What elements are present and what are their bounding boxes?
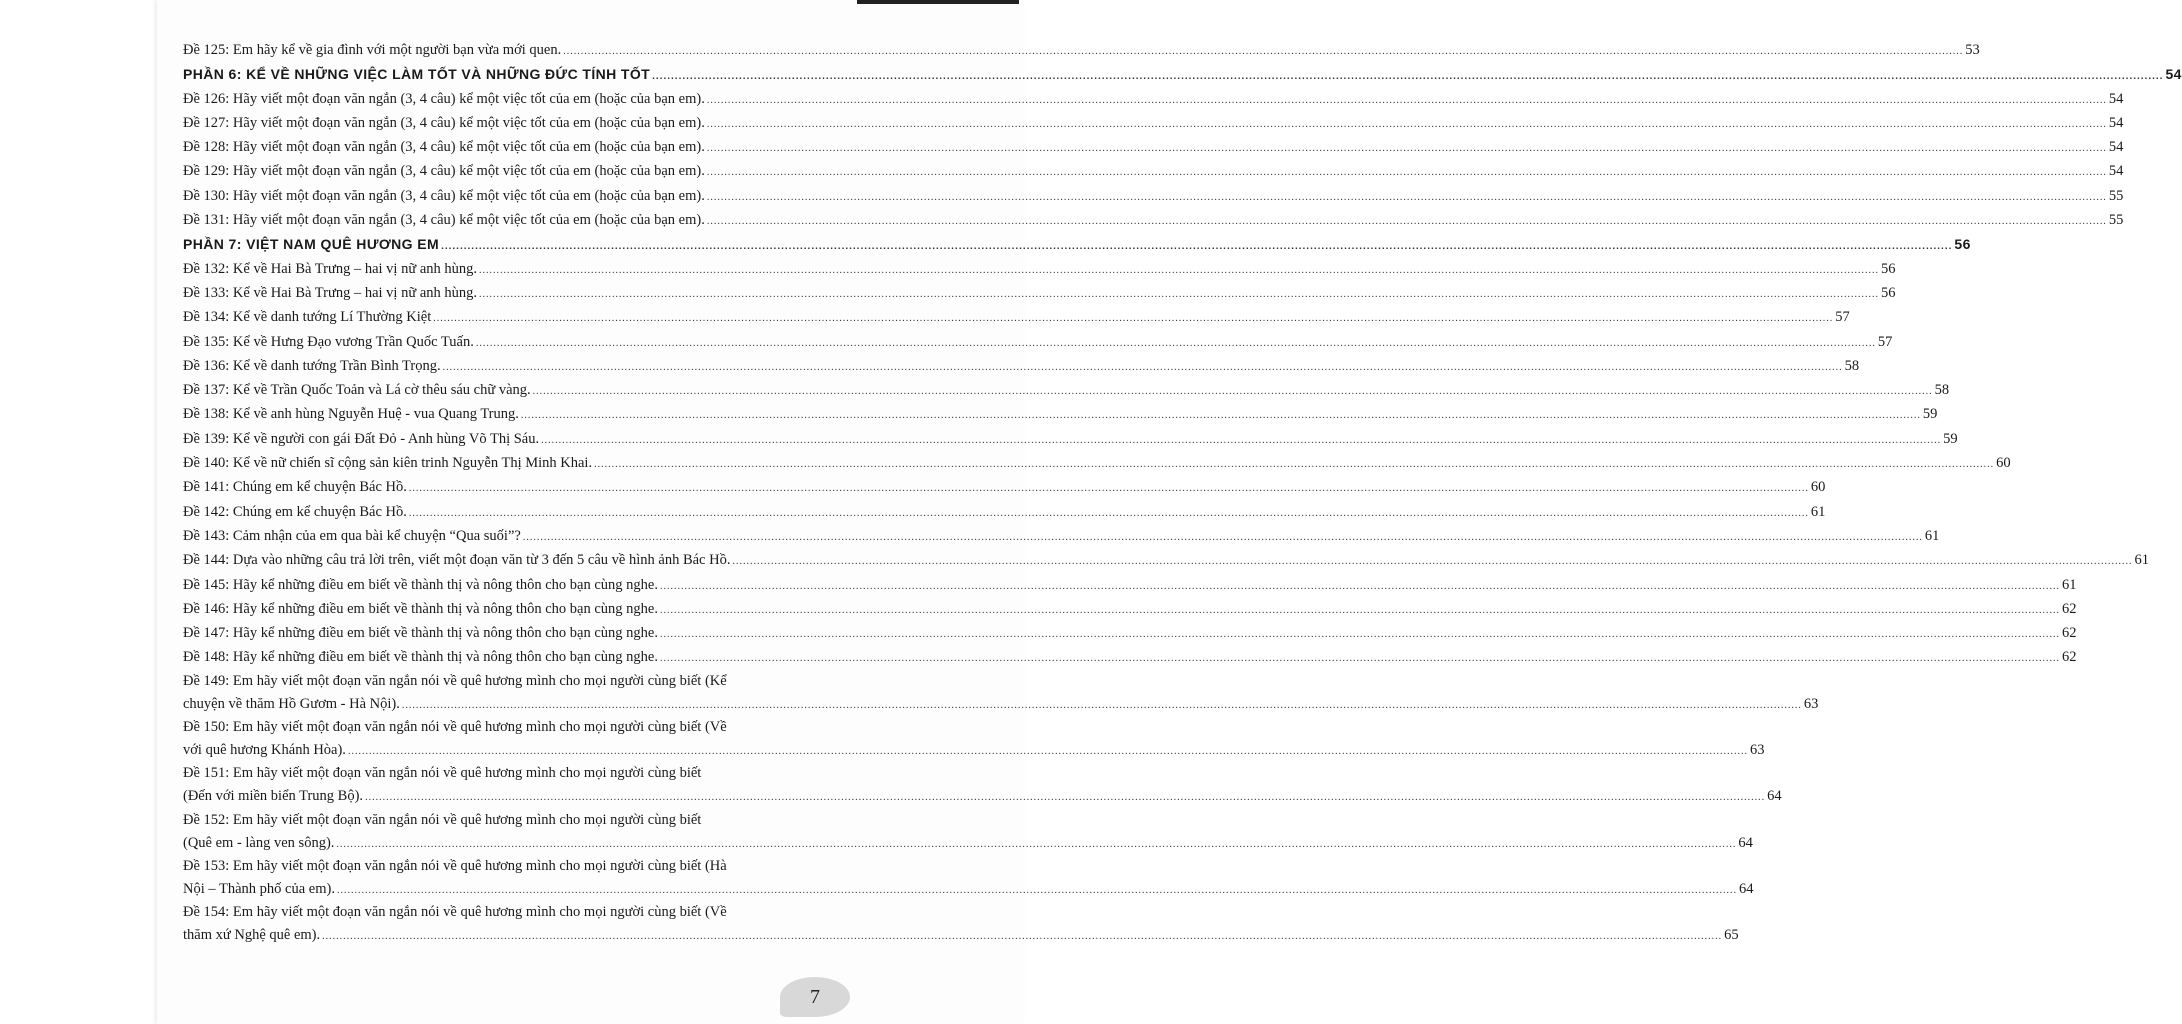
toc-entry-last-line: [183, 738, 1765, 762]
toc-entry-text-line1: Đề 154: Em hãy viết một đoạn văn ngắn nói về quê hương mình cho mọi người cùng biết (Về: [183, 904, 727, 921]
toc-entry-text: thăm xứ Nghệ quê em).: [183, 927, 321, 944]
dot-leader: ................................................................................................................................................................................................................................................................................................................................................................................................................: [532, 386, 1933, 398]
dot-leader: ................................................................................................................................................................................................................................................................................................................................................................................................................: [706, 191, 2107, 203]
toc-entry-text: Đề 146: Hãy kể những điều em biết về thành thị và nông thôn cho bạn cùng nghe.: [183, 600, 658, 617]
dot-leader: ................................................................................................................................................................................................................................................................................................................................................................................................................: [408, 483, 1809, 495]
toc-page-number: 54: [2108, 90, 2124, 107]
toc-entry: [183, 135, 2124, 159]
dot-leader: ................................................................................................................................................................................................................................................................................................................................................................................................................: [594, 459, 1995, 471]
toc-entry-text: Đề 147: Hãy kể những điều em biết về thành thị và nông thôn cho bạn cùng nghe.: [183, 625, 658, 642]
dot-leader: ................................................................................................................................................................................................................................................................................................................................................................................................................: [479, 264, 1880, 276]
toc-page-number: 60: [1996, 455, 2011, 472]
toc-entry: [183, 762, 1782, 808]
toc-page-number: 54: [2108, 139, 2124, 156]
dot-leader: ................................................................................................................................................................................................................................................................................................................................................................................................................: [563, 46, 1964, 57]
toc-entry: [183, 809, 1753, 855]
toc-entry-text-line1: Đề 150: Em hãy viết một đoạn văn ngắn nói về quê hương mình cho mọi người cùng biết (Về: [183, 719, 727, 736]
dot-leader: ................................................................................................................................................................................................................................................................................................................................................................................................................: [706, 167, 2107, 179]
toc-entry: [183, 111, 2124, 135]
toc-page-number: 61: [2134, 552, 2149, 569]
dot-leader: ................................................................................................................................................................................................................................................................................................................................................................................................................: [659, 580, 2060, 592]
toc-entry-text: Đề 136: Kể về danh tướng Trần Bình Trọng.: [183, 357, 441, 374]
toc-entry-last-line: [183, 877, 1754, 901]
toc-page-number: 61: [2061, 576, 2077, 593]
toc-entry: [183, 670, 1819, 716]
toc-entry: [183, 716, 1765, 762]
dot-leader: ................................................................................................................................................................................................................................................................................................................................................................................................................: [336, 838, 1737, 850]
dot-leader: ................................................................................................................................................................................................................................................................................................................................................................................................................: [706, 143, 2107, 155]
toc-page-number: 64: [1767, 788, 1782, 805]
table-of-contents: [183, 38, 2182, 948]
dot-leader: ................................................................................................................................................................................................................................................................................................................................................................................................................: [336, 884, 1737, 896]
toc-entry-text: chuyện về thăm Hồ Gươm - Hà Nội).: [183, 695, 400, 712]
toc-entry-text: Đề 138: Kể về anh hùng Nguyễn Huệ - vua Quang Trung.: [183, 406, 519, 423]
toc-entry: [183, 281, 1896, 305]
toc-page-number: 54: [2108, 114, 2124, 131]
dot-leader: ................................................................................................................................................................................................................................................................................................................................................................................................................: [322, 931, 1723, 943]
toc-entry: [183, 500, 1826, 524]
toc-entry: [183, 208, 2124, 232]
dot-leader: ................................................................................................................................................................................................................................................................................................................................................................................................................: [706, 216, 2107, 228]
toc-page-number: 61: [1810, 503, 1826, 520]
toc-entry-text: Đề 135: Kể về Hưng Đạo vương Trần Quốc Tuấn.: [183, 333, 474, 350]
dot-leader: ................................................................................................................................................................................................................................................................................................................................................................................................................: [541, 434, 1942, 446]
toc-entry: [183, 855, 1754, 901]
toc-page-number: 57: [1835, 309, 1850, 326]
page-number: 7: [810, 985, 820, 1008]
dot-leader: ................................................................................................................................................................................................................................................................................................................................................................................................................: [408, 507, 1809, 519]
toc-entry-text: Đề 137: Kể về Trần Quốc Toản và Lá cờ thêu sáu chữ vàng.: [183, 382, 531, 399]
toc-entry-text: Đề 145: Hãy kể những điều em biết về thành thị và nông thôn cho bạn cùng nghe.: [183, 576, 658, 593]
toc-entry-text: với quê hương Khánh Hòa).: [183, 742, 346, 759]
toc-entry: [183, 901, 1739, 947]
toc-entry: [183, 402, 1938, 426]
toc-entry-last-line: [183, 784, 1782, 808]
toc-page-number: 61: [1924, 527, 1940, 544]
toc-entry-text: Đề 132: Kể về Hai Bà Trưng – hai vị nữ anh hùng.: [183, 260, 478, 277]
toc-page-number: 59: [1943, 430, 1958, 447]
toc-page-number: 57: [1877, 333, 1893, 350]
toc-page-number: 54: [2165, 66, 2182, 83]
toc-entry: [183, 184, 2124, 208]
toc-page-number: 63: [1749, 742, 1765, 759]
toc-page-number: 60: [1810, 479, 1826, 496]
toc-section-heading: [183, 232, 1971, 256]
toc-entry-text: PHẦN 7: VIỆT NAM QUÊ HƯƠNG EM: [183, 236, 440, 253]
toc-page-number: 56: [1881, 284, 1896, 301]
toc-entry: [183, 354, 1860, 378]
dot-leader: ................................................................................................................................................................................................................................................................................................................................................................................................................: [732, 556, 2133, 568]
toc-page-number: 63: [1803, 695, 1819, 712]
toc-entry: [183, 573, 2077, 597]
top-edge-bar: [857, 0, 1019, 4]
dot-leader: ................................................................................................................................................................................................................................................................................................................................................................................................................: [475, 337, 1876, 349]
page-number-badge: [780, 977, 850, 1017]
toc-entry-text-line1: Đề 151: Em hãy viết một đoạn văn ngắn nói về quê hương mình cho mọi người cùng biết: [183, 765, 702, 782]
dot-leader: ................................................................................................................................................................................................................................................................................................................................................................................................................: [522, 531, 1923, 543]
toc-page-number: 56: [1881, 260, 1896, 277]
toc-entry-text: (Đến với miền biển Trung Bộ).: [183, 788, 364, 805]
toc-entry: [183, 548, 2149, 572]
toc-entry-text: Đề 129: Hãy viết một đoạn văn ngắn (3, 4 câu) kể một việc tốt của em (hoặc của bạn em).: [183, 163, 705, 180]
toc-entry-text: Đề 130: Hãy viết một đoạn văn ngắn (3, 4 câu) kể một việc tốt của em (hoặc của bạn em).: [183, 187, 705, 204]
toc-page-number: 62: [2061, 600, 2077, 617]
toc-page-number: 55: [2108, 212, 2124, 229]
toc-entry: [183, 475, 1826, 499]
toc-page-number: 58: [1844, 357, 1860, 374]
toc-section-heading: [183, 62, 2182, 86]
dot-leader: ................................................................................................................................................................................................................................................................................................................................................................................................................: [706, 94, 2107, 106]
toc-page-number: 53: [1965, 42, 1980, 58]
dot-leader: ................................................................................................................................................................................................................................................................................................................................................................................................................: [520, 410, 1921, 422]
toc-entry-text: Đề 125: Em hãy kể về gia đình với một người bạn vừa mới quen.: [183, 42, 562, 58]
toc-entry-text: Đề 128: Hãy viết một đoạn văn ngắn (3, 4 câu) kể một việc tốt của em (hoặc của bạn em).: [183, 139, 705, 156]
toc-entry-text-line1: Đề 153: Em hãy viết một đoạn văn ngắn nói về quê hương mình cho mọi người cùng biết (Hà: [183, 857, 727, 874]
toc-entry: [183, 305, 1850, 329]
toc-entry: [183, 524, 1940, 548]
toc-page-number: 59: [1922, 406, 1938, 423]
toc-entry-text-line1: Đề 152: Em hãy viết một đoạn văn ngắn nói về quê hương mình cho mọi người cùng biết: [183, 811, 702, 828]
toc-entry: [183, 427, 1958, 451]
toc-entry-text: Đề 141: Chúng em kể chuyện Bác Hồ.: [183, 479, 407, 496]
toc-entry: [183, 378, 1950, 402]
toc-entry: [183, 87, 2124, 111]
toc-page-number: 65: [1724, 927, 1739, 944]
toc-entry: [183, 257, 1896, 281]
toc-entry: [183, 645, 2077, 669]
toc-page-number: 58: [1934, 382, 1950, 399]
toc-entry: [183, 621, 2077, 645]
toc-entry-text: Đề 148: Hãy kể những điều em biết về thành thị và nông thôn cho bạn cùng nghe.: [183, 649, 658, 666]
toc-entry-text: PHẦN 6: KỂ VỀ NHỮNG VIỆC LÀM TỐT VÀ NHỮNG ĐỨC TÍNH TỐT: [183, 66, 651, 83]
dot-leader: ................................................................................................................................................................................................................................................................................................................................................................................................................: [401, 699, 1802, 711]
toc-entry-text: Đề 144: Dựa vào những câu trả lời trên, viết một đoạn văn từ 3 đến 5 câu về hình ảnh Bác Hồ.: [183, 552, 731, 569]
dot-leader: ................................................................................................................................................................................................................................................................................................................................................................................................................: [659, 629, 2060, 641]
toc-page-number: 64: [1738, 880, 1754, 897]
dot-leader: ................................................................................................................................................................................................................................................................................................................................................................................................................: [659, 604, 2060, 616]
toc-page-number: 56: [1954, 236, 1971, 253]
toc-entry-text: Đề 139: Kể về người con gái Đất Đỏ - Anh hùng Võ Thị Sáu.: [183, 430, 540, 447]
dot-leader: ................................................................................................................................................................................................................................................................................................................................................................................................................: [479, 288, 1880, 300]
toc-entry-text: Đề 140: Kể về nữ chiến sĩ cộng sản kiên trinh Nguyễn Thị Minh Khai.: [183, 455, 593, 472]
dot-leader: ................................................................................................................................................................................................................................................................................................................................................................................................................: [659, 653, 2060, 665]
toc-entry: [183, 38, 1980, 62]
toc-page-number: 55: [2108, 187, 2124, 204]
toc-page-number: 64: [1738, 834, 1753, 851]
toc-entry-text-line1: Đề 149: Em hãy viết một đoạn văn ngắn nói về quê hương mình cho mọi người cùng biết (Kể: [183, 672, 727, 689]
toc-entry: [183, 159, 2124, 183]
toc-entry-text: Đề 131: Hãy viết một đoạn văn ngắn (3, 4 câu) kể một việc tốt của em (hoặc của bạn em).: [183, 212, 705, 229]
dot-leader: ................................................................................................................................................................................................................................................................................................................................................................................................................: [652, 71, 2164, 83]
dot-leader: ................................................................................................................................................................................................................................................................................................................................................................................................................: [441, 241, 1953, 253]
toc-entry-last-line: [183, 923, 1739, 947]
dot-leader: ................................................................................................................................................................................................................................................................................................................................................................................................................: [433, 313, 1834, 325]
dot-leader: ................................................................................................................................................................................................................................................................................................................................................................................................................: [365, 792, 1766, 804]
toc-entry-text: Đề 134: Kể về danh tướng Lí Thường Kiệt: [183, 309, 432, 326]
dot-leader: ................................................................................................................................................................................................................................................................................................................................................................................................................: [442, 361, 1843, 373]
toc-entry-text: Đề 127: Hãy viết một đoạn văn ngắn (3, 4 câu) kể một việc tốt của em (hoặc của bạn em).: [183, 114, 705, 131]
toc-entry: [183, 451, 2011, 475]
toc-entry-last-line: [183, 692, 1819, 716]
toc-entry: [183, 597, 2077, 621]
toc-entry-text: Đề 143: Cảm nhận của em qua bài kể chuyện “Qua suối”?: [183, 527, 521, 544]
toc-entry-text: (Quê em - làng ven sông).: [183, 834, 335, 851]
toc-entry-last-line: [183, 831, 1753, 855]
toc-page-number: 62: [2061, 649, 2077, 666]
toc-page-number: 54: [2108, 163, 2124, 180]
toc-entry: [183, 330, 1893, 354]
toc-entry-text: Đề 133: Kể về Hai Bà Trưng – hai vị nữ anh hùng.: [183, 284, 478, 301]
dot-leader: ................................................................................................................................................................................................................................................................................................................................................................................................................: [347, 746, 1748, 758]
toc-entry-text: Đề 142: Chúng em kể chuyện Bác Hồ.: [183, 503, 407, 520]
dot-leader: ................................................................................................................................................................................................................................................................................................................................................................................................................: [706, 118, 2107, 130]
toc-page-number: 62: [2061, 625, 2077, 642]
toc-entry-text: Đề 126: Hãy viết một đoạn văn ngắn (3, 4 câu) kể một việc tốt của em (hoặc của bạn em).: [183, 90, 705, 107]
toc-entry-text: Nội – Thành phố của em).: [183, 880, 335, 897]
